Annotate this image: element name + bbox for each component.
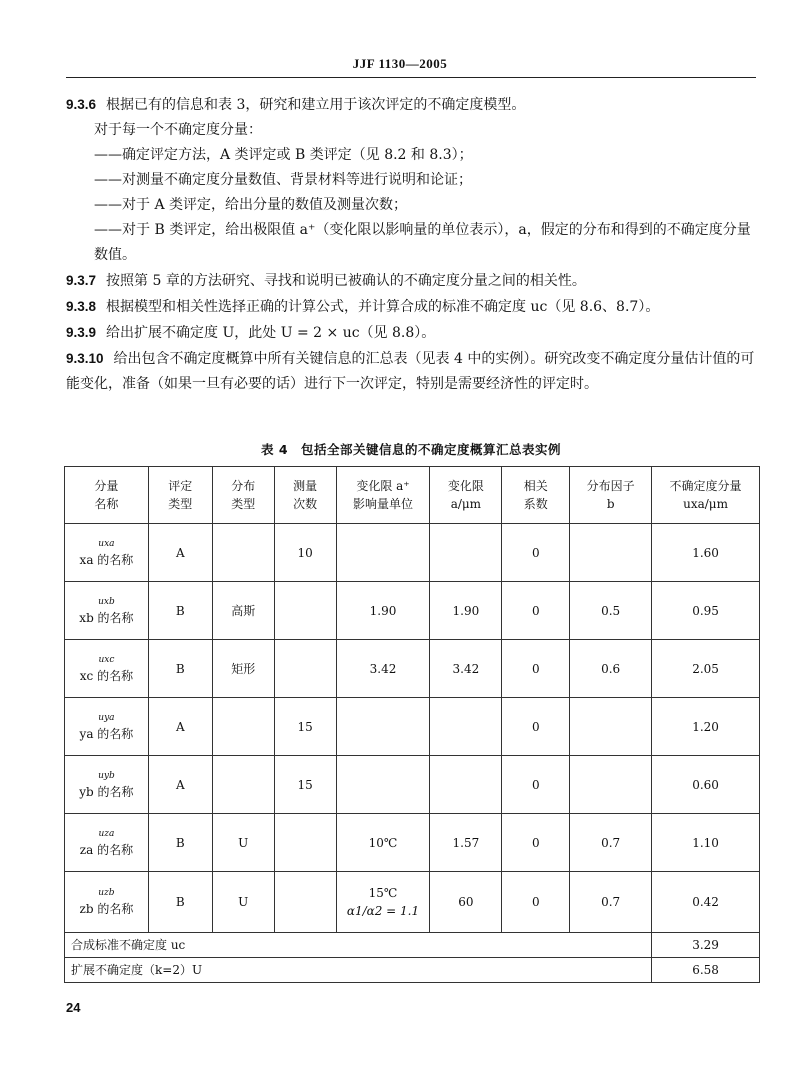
clause-number: 9.3.6 (66, 97, 97, 112)
list-item: ——对测量不确定度分量数值、背景材料等进行说明和论证； (94, 172, 472, 188)
component-cell: uzb zb 的名称 (65, 872, 149, 933)
header-limit-influence: 变化限 a⁺ 影响量单位 (336, 467, 430, 524)
header-component-name: 分量 名称 (65, 467, 149, 524)
component-cell: uyb yb 的名称 (65, 756, 149, 814)
body-text (66, 92, 756, 397)
limit-influence-cell: 10℃ (336, 814, 430, 872)
uncertainty-cell: 2.05 (652, 640, 760, 698)
clause-number: 9.3.8 (66, 299, 97, 314)
header-measure-count: 测量 次数 (274, 467, 336, 524)
factor-cell: 0.6 (570, 640, 652, 698)
factor-cell: 0.5 (570, 582, 652, 640)
uncertainty-cell: 0.42 (652, 872, 760, 933)
dist-type-cell (212, 698, 274, 756)
component-cell: uya ya 的名称 (65, 698, 149, 756)
clause-text: 按照第 5 章的方法研究、寻找和说明已被确认的不确定度分量之间的相关性。 (106, 273, 586, 289)
limit-influence-cell (336, 524, 430, 582)
header-limit-um: 变化限 a/μm (430, 467, 502, 524)
eval-type-cell: B (148, 814, 212, 872)
limit-um-cell: 1.57 (430, 814, 502, 872)
clause-text: 根据已有的信息和表 3，研究和建立用于该次评定的不确定度模型。 (106, 97, 526, 113)
eval-type-cell: A (148, 524, 212, 582)
combined-uncertainty-row (65, 933, 760, 958)
expanded-uncertainty-label: 扩展不确定度（k=2）U (65, 958, 652, 983)
eval-type-cell: A (148, 756, 212, 814)
count-cell (274, 814, 336, 872)
limit-influence-cell: 15℃ α1/α2 = 1.1 (336, 872, 430, 933)
table-row (65, 524, 760, 582)
limit-um-cell (430, 524, 502, 582)
clause-text: 给出包含不确定度概算中所有关键信息的汇总表（见表 4 中的实例）。研究改变不确定度分量估计值的可能变化，准备（如果一旦有必要的话）进行下一次评定，特别是需要经济性的评定时。 (66, 351, 755, 392)
table-row (65, 756, 760, 814)
component-cell: uxc xc 的名称 (65, 640, 149, 698)
page-number: 24 (66, 1000, 81, 1015)
component-cell: uza za 的名称 (65, 814, 149, 872)
uncertainty-cell: 0.60 (652, 756, 760, 814)
dist-type-cell: 矩形 (212, 640, 274, 698)
component-cell: uxb xb 的名称 (65, 582, 149, 640)
factor-cell (570, 524, 652, 582)
uncertainty-budget-table (64, 466, 760, 983)
paragraph-9-3-9 (66, 320, 756, 346)
paragraph-9-3-6 (66, 92, 756, 118)
limit-influence-cell (336, 698, 430, 756)
dist-type-cell: U (212, 814, 274, 872)
list-item: ——对于 A 类评定，给出分量的数值及测量次数； (94, 197, 408, 213)
limit-influence-cell (336, 756, 430, 814)
clause-number: 9.3.9 (66, 325, 97, 340)
table-row (65, 582, 760, 640)
component-cell: uxa xa 的名称 (65, 524, 149, 582)
correlation-cell: 0 (502, 814, 570, 872)
factor-cell (570, 756, 652, 814)
table-row (65, 872, 760, 933)
correlation-cell: 0 (502, 698, 570, 756)
eval-type-cell: A (148, 698, 212, 756)
eval-type-cell: B (148, 872, 212, 933)
dist-type-cell (212, 756, 274, 814)
count-cell (274, 872, 336, 933)
uncertainty-cell: 1.60 (652, 524, 760, 582)
count-cell (274, 582, 336, 640)
table-row (65, 698, 760, 756)
uncertainty-cell: 1.10 (652, 814, 760, 872)
header-correlation: 相关 系数 (502, 467, 570, 524)
dist-type-cell: 高斯 (212, 582, 274, 640)
eval-type-cell: B (148, 640, 212, 698)
header-dist-factor: 分布因子 b (570, 467, 652, 524)
count-cell: 10 (274, 524, 336, 582)
header-uncertainty: 不确定度分量 uxa/μm (652, 467, 760, 524)
correlation-cell: 0 (502, 640, 570, 698)
count-cell (274, 640, 336, 698)
combined-uncertainty-label: 合成标准不确定度 uc (65, 933, 652, 958)
header-eval-type: 评定 类型 (148, 467, 212, 524)
correlation-cell: 0 (502, 756, 570, 814)
table-row (65, 814, 760, 872)
limit-influence-cell: 1.90 (336, 582, 430, 640)
correlation-cell: 0 (502, 582, 570, 640)
count-cell: 15 (274, 756, 336, 814)
list-item: ——对于 B 类评定，给出极限值 a⁺（变化限以影响量的单位表示），a，假定的分布和得到的不确定度分量数值。 (94, 222, 751, 263)
count-cell: 15 (274, 698, 336, 756)
table-row (65, 640, 760, 698)
correlation-cell: 0 (502, 872, 570, 933)
eval-type-cell: B (148, 582, 212, 640)
clause-text: 给出扩展不确定度 U，此处 U = 2 × uc（见 8.8）。 (106, 325, 436, 341)
standard-header: JJF 1130—2005 (352, 56, 448, 71)
factor-cell (570, 698, 652, 756)
table-caption: 表 4 包括全部关键信息的不确定度概算汇总表实例 (260, 442, 562, 457)
table-header-row (65, 467, 760, 524)
clause-number: 9.3.7 (66, 273, 97, 288)
limit-um-cell (430, 698, 502, 756)
factor-cell: 0.7 (570, 872, 652, 933)
header-dist-type: 分布 类型 (212, 467, 274, 524)
uncertainty-cell: 1.20 (652, 698, 760, 756)
expanded-uncertainty-value: 6.58 (652, 958, 760, 983)
factor-cell: 0.7 (570, 814, 652, 872)
dist-type-cell (212, 524, 274, 582)
uncertainty-cell: 0.95 (652, 582, 760, 640)
paragraph-9-3-8 (66, 294, 756, 320)
limit-um-cell: 3.42 (430, 640, 502, 698)
limit-influence-cell: 3.42 (336, 640, 430, 698)
dist-type-cell: U (212, 872, 274, 933)
correlation-cell: 0 (502, 524, 570, 582)
expanded-uncertainty-row (65, 958, 760, 983)
list-item: ——确定评定方法，A 类评定或 B 类评定（见 8.2 和 8.3）； (94, 147, 473, 163)
limit-um-cell (430, 756, 502, 814)
combined-uncertainty-value: 3.29 (652, 933, 760, 958)
paragraph-9-3-7 (66, 268, 756, 294)
clause-number: 9.3.10 (66, 351, 104, 366)
limit-um-cell: 60 (430, 872, 502, 933)
clause-text: 根据模型和相关性选择正确的计算公式，并计算合成的标准不确定度 uc（见 8.6、8.7）。 (106, 299, 660, 315)
limit-um-cell: 1.90 (430, 582, 502, 640)
header-rule (66, 77, 756, 78)
list-intro: 对于每一个不确定度分量： (94, 122, 262, 138)
paragraph-9-3-10 (66, 346, 756, 397)
